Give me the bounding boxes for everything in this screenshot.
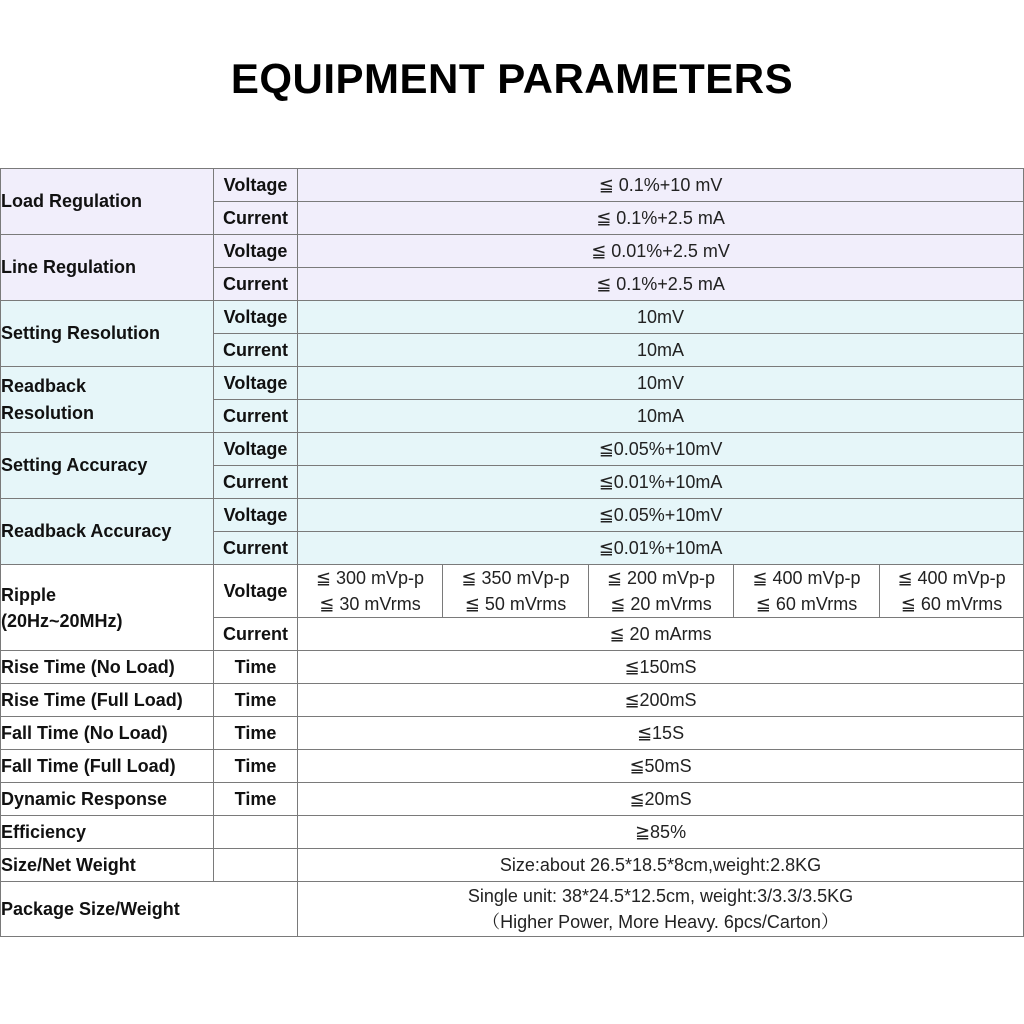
value-cell: ≦0.01%+10mA [298,466,1024,499]
value-cell: ≦ 0.1%+2.5 mA [298,268,1024,301]
value-cell: ≧85% [298,816,1024,849]
package-value-cell [298,882,1024,937]
param-label-line: Resolution [1,402,94,423]
ripple-rms: ≦ 30 mVrms [319,594,421,615]
table-row [1,433,1024,466]
param-ripple [1,565,214,651]
kind-current: Current [214,532,298,565]
kind-voltage: Voltage [214,565,298,618]
value-cell: Size:about 26.5*18.5*8cm,weight:2.8KG [298,849,1024,882]
param-label-line: Ripple [1,584,57,605]
kind-voltage: Voltage [214,433,298,466]
value-cell: ≦50mS [298,750,1024,783]
param-efficiency: Efficiency [1,816,214,849]
table-row [1,882,1024,937]
kind-time: Time [214,684,298,717]
param-load-regulation: Load Regulation [1,169,214,235]
param-dynamic-response: Dynamic Response [1,783,214,816]
table-row [1,301,1024,334]
value-cell: ≦0.05%+10mV [298,499,1024,532]
kind-voltage: Voltage [214,301,298,334]
package-value-line: （Higher Power, More Heavy. 6pcs/Carton） [482,912,839,933]
ripple-pp: ≦ 400 mVp-p [752,568,861,588]
value-cell: 10mA [298,400,1024,433]
table-row [1,816,1024,849]
package-value-line: Single unit: 38*24.5*12.5cm, weight:3/3.3/3.5KG [467,886,854,907]
table-row [1,367,1024,400]
value-cell: ≦ 0.1%+2.5 mA [298,202,1024,235]
ripple-value-cell [734,565,880,618]
kind-empty [214,816,298,849]
value-cell: 10mV [298,367,1024,400]
value-cell: ≦ 0.1%+10 mV [298,169,1024,202]
param-label-line: (20Hz~20MHz) [1,610,123,631]
table-row [1,849,1024,882]
ripple-rms: ≦ 50 mVrms [464,594,567,615]
table-row [1,235,1024,268]
table-row [1,717,1024,750]
kind-time: Time [214,750,298,783]
ripple-rms: ≦ 60 mVrms [900,594,1003,615]
kind-time: Time [214,651,298,684]
param-setting-resolution: Setting Resolution [1,301,214,367]
param-readback-resolution [1,367,214,433]
parameters-table [0,168,1024,937]
kind-current: Current [214,400,298,433]
kind-voltage: Voltage [214,499,298,532]
table-row [1,651,1024,684]
table-row [1,499,1024,532]
table-row [1,783,1024,816]
kind-voltage: Voltage [214,367,298,400]
kind-current: Current [214,202,298,235]
kind-time: Time [214,783,298,816]
param-fall-time-no-load: Fall Time (No Load) [1,717,214,750]
ripple-pp: ≦ 400 mVp-p [897,568,1006,588]
kind-current: Current [214,334,298,367]
value-cell: ≦150mS [298,651,1024,684]
kind-voltage: Voltage [214,235,298,268]
kind-current: Current [214,268,298,301]
param-package-size-weight: Package Size/Weight [1,882,298,937]
table-row [1,684,1024,717]
param-fall-time-full-load: Fall Time (Full Load) [1,750,214,783]
value-cell: 10mA [298,334,1024,367]
value-cell: ≦0.05%+10mV [298,433,1024,466]
page-title: EQUIPMENT PARAMETERS [230,55,794,102]
value-cell: ≦ 0.01%+2.5 mV [298,235,1024,268]
ripple-rms: ≦ 60 mVrms [755,594,858,615]
param-line-regulation: Line Regulation [1,235,214,301]
param-size-net-weight: Size/Net Weight [1,849,214,882]
table-row [1,565,1024,618]
value-cell: ≦200mS [298,684,1024,717]
table-row [1,750,1024,783]
param-rise-time-full-load: Rise Time (Full Load) [1,684,214,717]
kind-time: Time [214,717,298,750]
value-cell: ≦15S [298,717,1024,750]
ripple-value-cell [880,565,1024,618]
ripple-value-cell [443,565,589,618]
ripple-rms: ≦ 20 mVrms [610,594,712,615]
kind-current: Current [214,466,298,499]
value-cell: ≦ 20 mArms [298,618,1024,651]
ripple-pp: ≦ 300 mVp-p [315,568,425,588]
ripple-pp: ≦ 350 mVp-p [461,568,570,588]
value-cell: 10mV [298,301,1024,334]
table-row [1,169,1024,202]
ripple-value-cell [589,565,734,618]
kind-voltage: Voltage [214,169,298,202]
param-readback-accuracy: Readback Accuracy [1,499,214,565]
ripple-pp: ≦ 200 mVp-p [606,568,716,588]
kind-empty [214,849,298,882]
ripple-value-cell [298,565,443,618]
kind-current: Current [214,618,298,651]
param-rise-time-no-load: Rise Time (No Load) [1,651,214,684]
value-cell: ≦20mS [298,783,1024,816]
param-label-line: Readback [1,376,87,397]
param-setting-accuracy: Setting Accuracy [1,433,214,499]
value-cell: ≦0.01%+10mA [298,532,1024,565]
